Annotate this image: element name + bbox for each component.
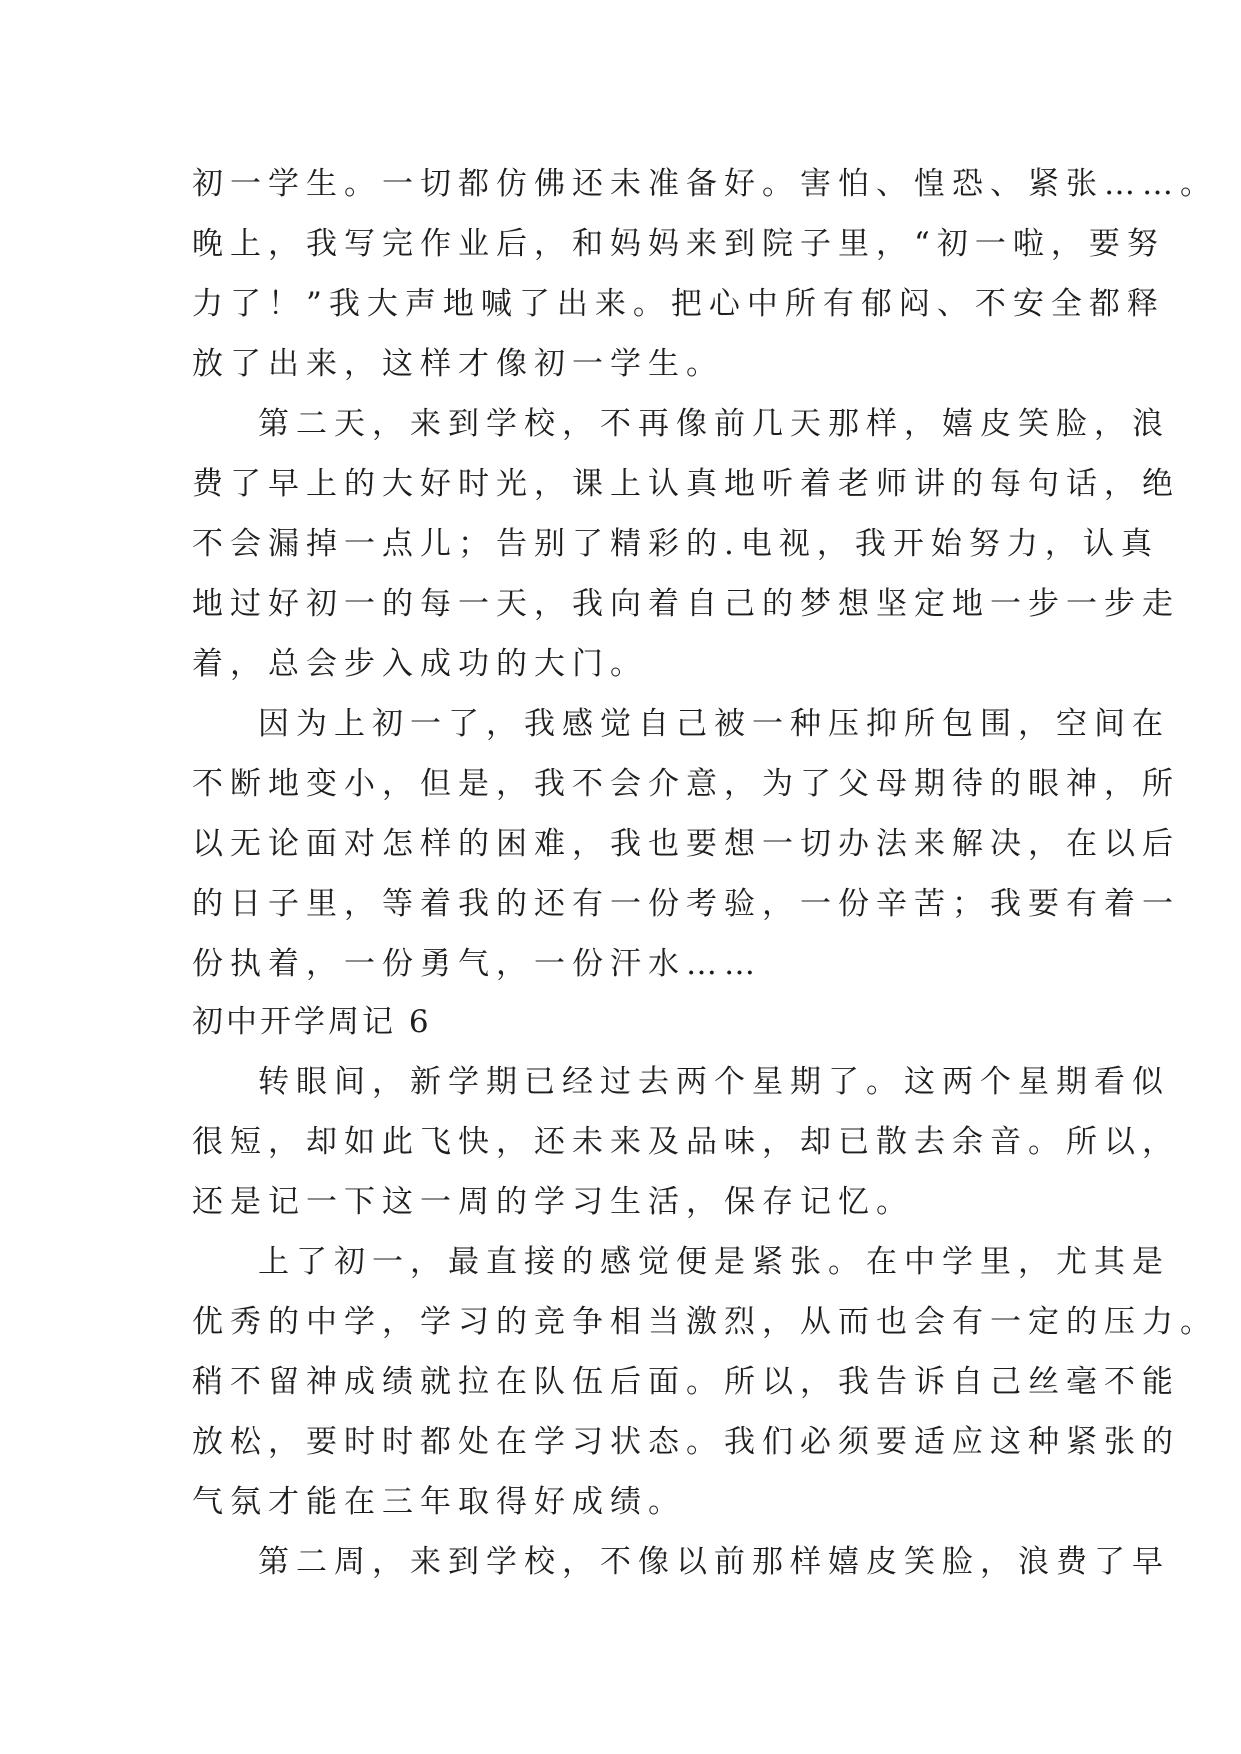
- text-line: 很短，却如此飞快，还未来及品味，却已散去余音。所以，: [192, 1124, 1180, 1160]
- paragraph-first-line: 因为上初一了，我感觉自己被一种压抑所包围，空间在: [258, 706, 1170, 742]
- text-line: 费了早上的大好时光，课上认真地听着老师讲的每句话，绝: [192, 466, 1180, 502]
- text-line: 晚上，我写完作业后，和妈妈来到院子里，“初一啦，要努: [192, 226, 1165, 262]
- text-line: 地过好初一的每一天，我向着自己的梦想坚定地一步一步走: [192, 586, 1180, 622]
- paragraph-first-line: 上了初一，最直接的感觉便是紧张。在中学里，尤其是: [258, 1244, 1170, 1280]
- text-line: 放松，要时时都处在学习状态。我们必须要适应这种紧张的: [192, 1424, 1180, 1460]
- text-line: 份执着，一份勇气，一份汗水……: [192, 946, 762, 982]
- text-line: 不会漏掉一点儿；告别了精彩的.电视，我开始努力，认真: [192, 526, 1159, 562]
- text-line: 的日子里，等着我的还有一份考验，一份辛苦；我要有着一: [192, 886, 1180, 922]
- text-line: 气氛才能在三年取得好成绩。: [192, 1484, 686, 1520]
- text-line: 以无论面对怎样的困难，我也要想一切办法来解决，在以后: [192, 826, 1180, 862]
- text-line: 放了出来，这样才像初一学生。: [192, 346, 724, 382]
- text-line: 不断地变小，但是，我不会介意，为了父母期待的眼神，所: [192, 766, 1180, 802]
- section-heading: 初中开学周记 6: [192, 1004, 432, 1040]
- text-line: 稍不留神成绩就拉在队伍后面。所以，我告诉自己丝毫不能: [192, 1364, 1180, 1400]
- text-line: 优秀的中学，学习的竞争相当激烈，从而也会有一定的压力。: [192, 1304, 1218, 1340]
- paragraph-first-line: 第二周，来到学校，不像以前那样嬉皮笑脸，浪费了早: [258, 1544, 1170, 1580]
- paragraph-first-line: 第二天，来到学校，不再像前几天那样，嬉皮笑脸，浪: [258, 406, 1170, 442]
- text-line: 还是记一下这一周的学习生活，保存记忆。: [192, 1184, 914, 1220]
- text-line: 力了！”我大声地喊了出来。把心中所有郁闷、不安全都释: [192, 286, 1165, 322]
- text-line: 着，总会步入成功的大门。: [192, 646, 648, 682]
- text-line: 初一学生。一切都仿佛还未准备好。害怕、惶恐、紧张……。: [192, 166, 1218, 202]
- paragraph-first-line: 转眼间，新学期已经过去两个星期了。这两个星期看似: [258, 1064, 1170, 1100]
